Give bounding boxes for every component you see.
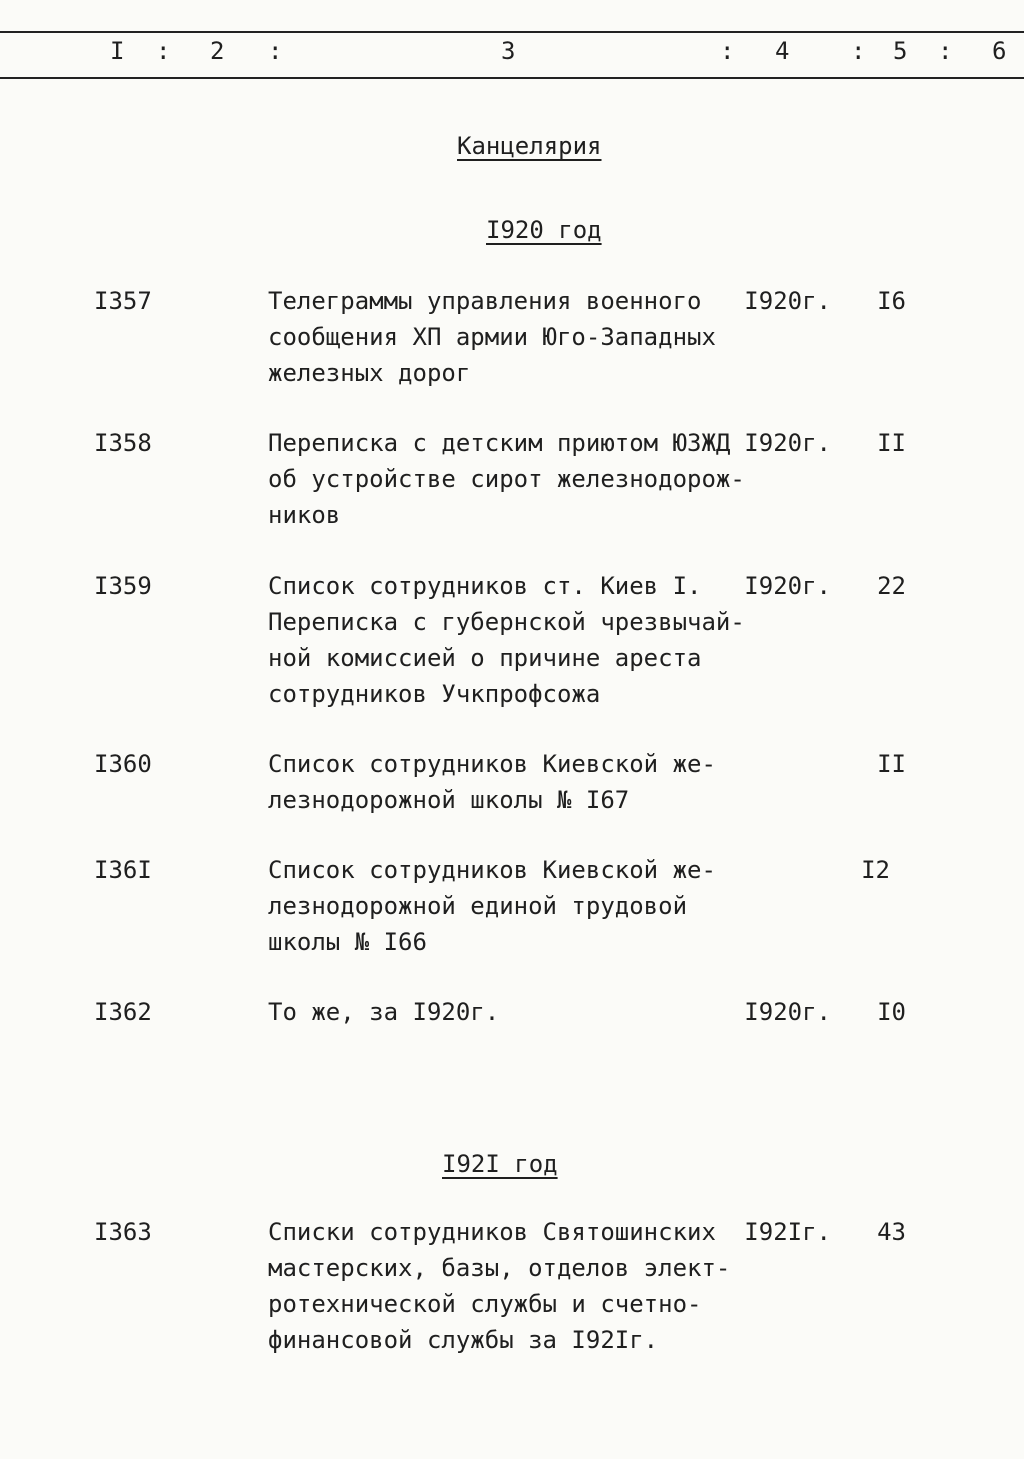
header-col-3: 3 [501,37,516,65]
entry-sheet-count: I2 [861,856,890,884]
entry-description: Переписка с детским приютом ЮЗЖД об устройстве сирот железнодорож- ников [268,429,745,529]
entry-number: I359 [94,572,152,600]
entry-description: Список сотрудников Киевской же- лезнодорожной единой трудовой школы № I66 [268,856,716,956]
header-bottom-rule [0,77,1024,79]
header-col-4: 4 [775,37,790,65]
entry-description: Телеграммы управления военного сообщения ХП армии Юго-Западных железных дорог [268,287,716,387]
header-separator: : [938,37,953,65]
entry-sheet-count: I6 [877,287,906,315]
entry-description: Список сотрудников Киевской же- лезнодорожной школы № I67 [268,750,716,814]
header-col-2: 2 [210,37,225,65]
header-col-1: I [110,37,125,65]
entry-number: I36I [94,856,152,884]
year-title: I920 год [486,216,602,244]
header-separator: : [268,37,283,65]
entry-description: Список сотрудников ст. Киев I. Переписка с губернской чрезвычай- ной комиссией о причине ареста сотрудников Учкпрофсожа [268,572,745,708]
entry-sheet-count: II [877,429,906,457]
entry-description: Списки сотрудников Святошинских мастерских, базы, отделов элект- ротехнической службы и счетно- финансовой службы за I92Iг. [268,1218,731,1354]
header-separator: : [851,37,866,65]
entry-sheet-count: II [877,750,906,778]
entry-date: I92Iг. [744,1218,831,1246]
header-separator: : [720,37,735,65]
header-col-6: 6 [992,37,1007,65]
entry-sheet-count: 22 [877,572,906,600]
entry-date: I920г. [744,287,831,315]
entry-number: I358 [94,429,152,457]
entry-date: I920г. [744,429,831,457]
entry-sheet-count: 43 [877,1218,906,1246]
entry-number: I362 [94,998,152,1026]
entry-number: I363 [94,1218,152,1246]
entry-sheet-count: I0 [877,998,906,1026]
header-separator: : [156,37,171,65]
header-col-5: 5 [893,37,908,65]
header-top-rule [0,31,1024,33]
entry-number: I357 [94,287,152,315]
entry-description: То же, за I920г. [268,998,500,1026]
entry-number: I360 [94,750,152,778]
entry-date: I920г. [744,572,831,600]
year-title: I92I год [442,1150,558,1178]
entry-date: I920г. [744,998,831,1026]
section-title: Канцелярия [457,132,602,160]
